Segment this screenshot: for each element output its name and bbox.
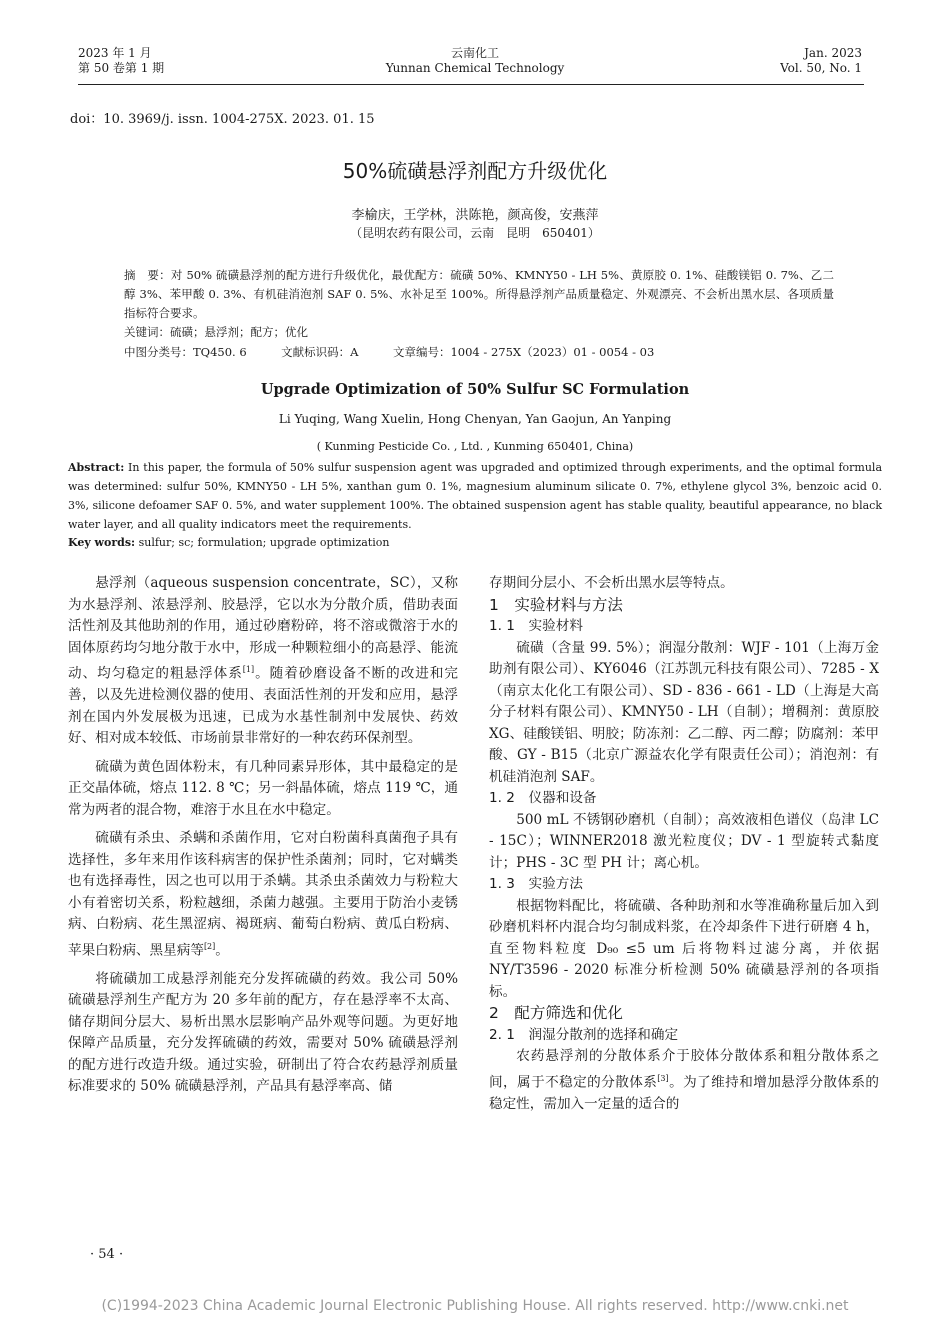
abstract-en-label: Abstract: <box>68 461 125 474</box>
issue-date: 2023 年 1 月 <box>78 46 152 60</box>
right-column <box>489 573 879 1115</box>
paragraph: 根据物料配比，将硫磺、各种助剂和水等准确称量后加入到砂磨机料杯内混合均匀制成料浆，在冷却条件下进行研磨 4 h，直至物料粒度 D₉₀ ≤5 um 后将物料过滤分离，并依据 NY/T3596 - 2020 标准分析检测 50% 硫磺悬浮剂的各项指标。 <box>489 897 879 1000</box>
journal-name-cn: 云南化工 <box>450 46 499 60</box>
subsection-heading-2-1: 2. 1 润湿分散剂的选择和确定 <box>489 1026 679 1043</box>
paragraph <box>489 1046 879 1115</box>
header-divider <box>78 84 864 85</box>
copyright-footer: (C)1994-2023 China Academic Journal Electronic Publishing House. All rights reserved. http://www.cnki.net <box>101 1298 849 1314</box>
paragraph-text: 。为了维持和增加悬浮分散体系的稳定性，需加入一定量的适合的 <box>489 1074 880 1112</box>
paragraph-text: 。随着砂磨设备不断的改进和完善，以及先进检测仪器的使用、表面活性剂的开发和应用，悬浮剂在国内外发展极为迅速，已成为水基性制剂中发展快、药效好、相对成本较低、市场前景非常好的一种农药环保剂型。 <box>68 665 459 747</box>
paragraph-text: 。 <box>215 942 229 959</box>
citation: [1] <box>242 665 255 674</box>
paragraph-text: 硫磺有杀虫、杀螨和杀菌作用，它对白粉菌科真菌孢子具有选择性，多年来用作该科病害的保护性杀菌剂；同时，它对螨类也有选择毒性，因之也可以用于杀螨。其杀虫杀菌效力与粉粒大小有着密切关系，粉粒越细，杀菌力越强。主要用于防治小麦锈病、白粉病、花生黑涩病、褐斑病、葡萄白粉病、黄瓜白粉病、苹果白粉病、黑星病等 <box>68 830 458 959</box>
subsection-heading-1-1: 1. 1 实验材料 <box>489 618 583 634</box>
affiliation: （昆明农药有限公司，云南 昆明 650401） <box>350 226 600 240</box>
paragraph <box>68 828 458 962</box>
paragraph-text: 悬浮剂（aqueous suspension concentrate，SC），又称为水悬浮剂、浓悬浮剂、胶悬浮，它以水为分散介质，借助表面活性剂及其他助剂的作用，通过砂磨粉碎，将不溶或微溶于水的固体原药均匀地分散于水中，形成一种颗粒细小的高悬浮、能流动、均匀稳定的粗悬浮体系 <box>68 575 458 682</box>
volume-issue: 第 50 卷第 1 期 <box>78 61 165 75</box>
authors: 李榆庆，王学林，洪陈艳，颜高俊，安燕萍 <box>351 208 599 223</box>
citation: [3] <box>657 1073 669 1083</box>
subsection-heading-1-3: 1. 3 实验方法 <box>489 876 583 892</box>
journal-name-en: Yunnan Chemical Technology <box>385 61 565 75</box>
affiliation-en: ( Kunming Pesticide Co. , Ltd. , Kunming 650401, China) <box>316 440 634 453</box>
paragraph: 将硫磺加工成悬浮剂能充分发挥硫磺的药效。我公司 50% 硫磺悬浮剂生产配方为 20 多年前的配方，存在悬浮率不太高、储存期间分层大、易析出黑水层影响产品外观等问题。为更好地保障产品质量，充分发挥硫磺的药效，需要对 50% 硫磺悬浮剂的配方进行改造升级。通过实验，研制出了符合农药悬浮剂质量标准要求的 50% 硫磺悬浮剂，产品具有悬浮率高、储 <box>68 970 458 1095</box>
issue-date-en: Jan. 2023 <box>804 46 862 60</box>
paragraph: 硫磺为黄色固体粉末，有几种同素异形体，其中最稳定的是正交晶体硫，熔点 112. 8 ℃；另一斜晶体硫，熔点 119 ℃，通常为两者的混合物，难溶于水且在水中稳定。 <box>68 758 458 818</box>
section-heading-1: 1 实验材料与方法 <box>489 595 623 614</box>
paragraph <box>68 573 458 750</box>
doi: doi：10. 3969/j. issn. 1004-275X. 2023. 01. 15 <box>70 112 375 127</box>
paragraph: 硫磺（含量 99. 5%）；润湿分散剂：WJF - 101（上海万金助剂有限公司）、KY6046（江苏凯元科技有限公司）、7285 - X（南京太化化工有限公司）、SD - 836 - 661 - LD（上海是大高分子材料有限公司）、KMNY50 - LH（自制）；增稠剂：黄原胶 XG、硅酸镁铝、明胶；防冻剂：乙二醇、丙二醇；防腐剂：苯甲酸、GY - B15（北京广源益农化学有限责任公司）；消泡剂：有机硅消泡剂 SAF。 <box>489 639 879 785</box>
keywords-cn: 关键词：硫磺；悬浮剂；配方；优化 <box>124 325 308 339</box>
keywords-en-label: Key words: <box>68 536 136 549</box>
abstract-cn: 摘 要：对 50% 硫磺悬浮剂的配方进行升级优化，最优配方：硫磺 50%、KMNY50 - LH 5%、黄原胶 0. 1%、硅酸镁铝 0. 7%、乙二醇 3%、苯甲酸 0. 3%、有机硅消泡剂 SAF 0. 5%、水补足至 100%。所得悬浮剂产品质量稳定、外观漂亮、不会析出黑水层、各项质量指标符合要求。 <box>124 268 834 320</box>
volume-issue-en: Vol. 50, No. 1 <box>780 61 862 75</box>
paragraph: 500 mL 不锈钢砂磨机（自制）；高效液相色谱仪（岛津 LC - 15C）；WINNER2018 激光粒度仪；DV - 1 型旋转式黏度计；PHS - 3C 型 PH 计；离心机。 <box>489 811 879 871</box>
paragraph-text: 农药悬浮剂的分散体系介于胶体分散体系和粗分散体系之间，属于不稳定的分散体系 <box>489 1048 879 1091</box>
keywords-en-text: sulfur; sc; formulation; upgrade optimization <box>135 536 390 549</box>
abstract-en <box>68 458 882 534</box>
paragraph: 存期间分层小、不会析出黑水层等特点。 <box>489 575 734 591</box>
abstract-en-text: In this paper, the formula of 50% sulfur suspension agent was upgraded and optimized through experiments, and the optimal formula was determined: sulfur 50%, KMNY50 - LH 5%, xanthan gum 0. 1%, magnesium aluminum silicate 0. 7%, ethylene glycol 3%, benzoic acid 0. 3%, silicone defoamer SAF 0. 5%, and water supplement 100%. The obtained suspension agent has stable quality, beautiful appearance, no black water layer, and all quality indicators meet the requirements. <box>68 461 882 531</box>
paper-title: 50%硫磺悬浮剂配方升级优化 <box>342 159 608 183</box>
left-column <box>68 573 458 1098</box>
header-right <box>780 46 862 76</box>
section-heading-2: 2 配方筛选和优化 <box>489 1004 623 1022</box>
paper-title-en: Upgrade Optimization of 50% Sulfur SC Formulation <box>260 381 690 398</box>
classification-cn: 中图分类号：TQ450. 6 文献标识码：A 文章编号：1004 - 275X（2023）01 - 0054 - 03 <box>124 345 655 359</box>
authors-en: Li Yuqing, Wang Xuelin, Hong Chenyan, Yan Gaojun, An Yanping <box>278 412 672 426</box>
subsection-heading-1-2: 1. 2 仪器和设备 <box>489 790 597 806</box>
page-number: · 54 · <box>90 1247 124 1262</box>
citation: [2] <box>203 941 216 951</box>
keywords-en <box>68 536 389 549</box>
